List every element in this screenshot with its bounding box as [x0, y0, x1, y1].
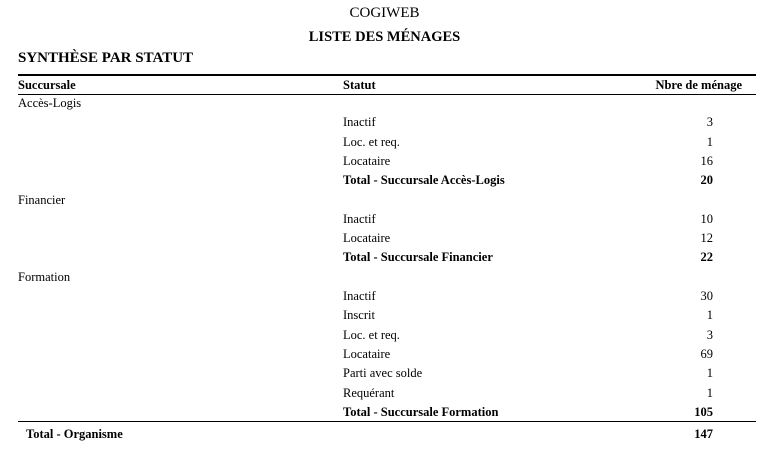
- count-cell: 30: [700, 289, 713, 303]
- subtotal-count: 105: [694, 404, 713, 419]
- branch-row: [0, 193, 769, 212]
- column-header-branch: Succursale: [18, 78, 76, 92]
- count-cell: 1: [706, 366, 713, 381]
- count-cell: 3: [706, 327, 713, 342]
- status-cell: Inscrit: [343, 308, 375, 323]
- count-cell: 1: [706, 134, 713, 149]
- table-row: [0, 289, 769, 308]
- subtotal-row: [0, 173, 769, 192]
- status-cell: Loc. et req.: [343, 327, 400, 342]
- table-row: [0, 308, 769, 327]
- status-cell: Parti avec solde: [343, 366, 423, 381]
- status-cell: Requérant: [343, 385, 395, 400]
- column-header-status: Statut: [343, 78, 376, 92]
- count-cell: 1: [706, 385, 713, 400]
- header-bottom-rule: [18, 94, 756, 95]
- table-row: [0, 231, 769, 250]
- table-row: [0, 115, 769, 134]
- subtotal-count: 20: [700, 173, 713, 188]
- count-cell: 1: [706, 308, 713, 323]
- table-row: [0, 366, 769, 385]
- subtotal-label: Total - Succursale Formation: [343, 404, 499, 419]
- table-row: [0, 386, 769, 405]
- status-cell: Locataire: [343, 346, 391, 361]
- table-row: [0, 212, 769, 231]
- table-row: [0, 347, 769, 366]
- count-cell: 16: [700, 153, 713, 168]
- grand-total-count: 147: [694, 427, 713, 441]
- count-cell: 3: [706, 115, 713, 130]
- status-cell: Locataire: [343, 153, 391, 168]
- count-cell: 69: [700, 346, 713, 361]
- branch-name: Accès-Logis: [18, 96, 82, 110]
- status-cell: Locataire: [343, 231, 391, 246]
- subtotal-label: Total - Succursale Accès-Logis: [343, 173, 505, 188]
- grand-total-rule: [18, 421, 756, 422]
- header-top-rule: [18, 74, 756, 76]
- grand-total-row: [0, 427, 769, 446]
- subtotal-label: Total - Succursale Financier: [343, 250, 493, 265]
- organization-name: COGIWEB: [349, 5, 420, 21]
- status-cell: Inactif: [343, 289, 376, 303]
- report-title: LISTE DES MÉNAGES: [308, 29, 461, 45]
- branch-name: Formation: [18, 269, 71, 284]
- status-cell: Inactif: [343, 211, 376, 226]
- status-cell: Inactif: [343, 115, 376, 130]
- grand-total-label: Total - Organisme: [26, 427, 123, 441]
- section-title: SYNTHÈSE PAR STATUT: [18, 50, 194, 66]
- branch-name: Financier: [18, 192, 66, 207]
- count-cell: 10: [700, 211, 713, 226]
- subtotal-count: 22: [700, 250, 713, 265]
- column-header-count: Nbre de ménage: [655, 78, 742, 92]
- count-cell: 12: [700, 231, 713, 246]
- branch-row: [0, 96, 769, 115]
- subtotal-row: [0, 250, 769, 269]
- table-row: [0, 328, 769, 347]
- branch-row: [0, 270, 769, 289]
- status-cell: Loc. et req.: [343, 134, 400, 149]
- table-row: [0, 135, 769, 154]
- table-row: [0, 154, 769, 173]
